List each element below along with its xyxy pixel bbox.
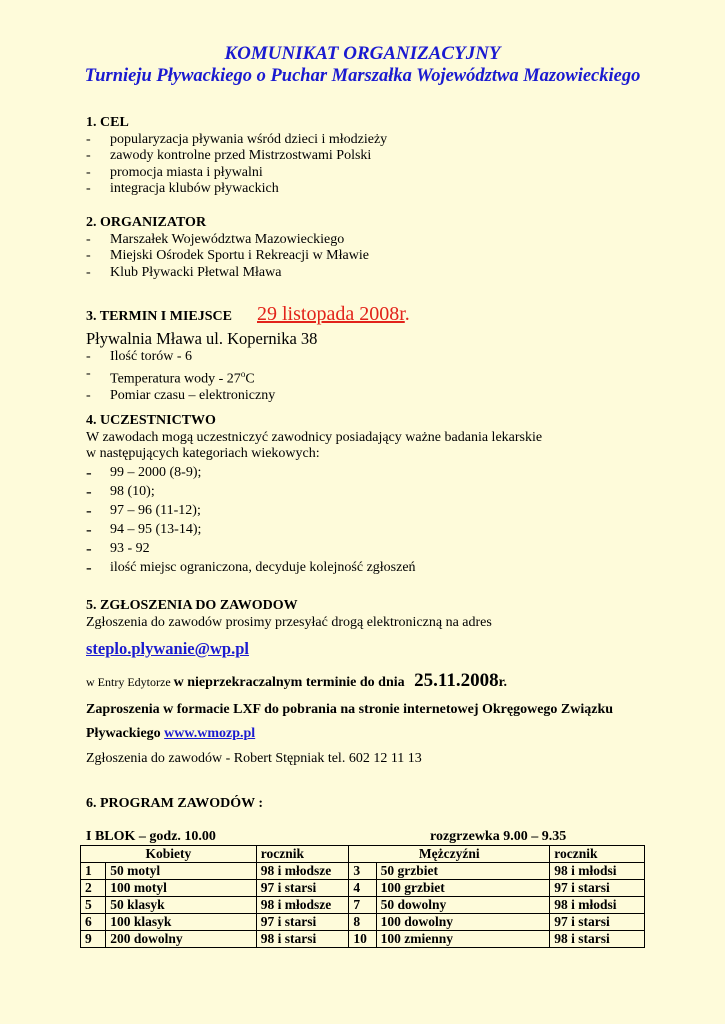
column-header: Kobiety bbox=[81, 846, 257, 863]
list-item: - 97 – 96 (11-12); bbox=[86, 500, 201, 520]
section-uczestnictwo bbox=[86, 413, 542, 577]
list-item: - Temperatura wody - 27$^o$C bbox=[86, 365, 255, 387]
list-item: - integracja klubów pływackich bbox=[86, 181, 279, 196]
list-item: - ilość miejsc ograniczona, decyduje kolejność zgłoszeń bbox=[86, 557, 416, 577]
list-item: - promocja miasta i pływalni bbox=[86, 164, 263, 180]
section-heading: 4. UCZESTNICTWO bbox=[86, 413, 216, 428]
program-block: I BLOK – godz. 10.00 bbox=[86, 829, 216, 844]
table-row: 9 200 dowolny 98 i starsi 10 100 zmienny 98 i starsi bbox=[81, 931, 645, 948]
table-header-row bbox=[81, 846, 645, 863]
section-heading: 3. TERMIN I MIEJSCE bbox=[86, 309, 232, 324]
section-organizator bbox=[86, 215, 369, 281]
list-item: - Pomiar czasu – elektroniczny bbox=[86, 387, 276, 403]
section-heading: 2. ORGANIZATOR bbox=[86, 215, 207, 230]
section-heading: 6. PROGRAM ZAWODÓW : bbox=[86, 796, 264, 811]
list-item: - zawody kontrolne przed Mistrzostwami Polski bbox=[86, 148, 372, 163]
list-item: - 98 (10); bbox=[86, 481, 155, 501]
column-header: rocznik bbox=[550, 846, 645, 863]
paragraph: Zgłoszenia do zawodów prosimy przesyłać drogą elektroniczną na adres bbox=[86, 614, 492, 630]
list-item: - Marszałek Województwa Mazowieckiego bbox=[86, 231, 345, 247]
list-item: - 94 – 95 (13-14); bbox=[86, 519, 202, 539]
event-place: Pływalnia Mława ul. Kopernika 38 bbox=[86, 329, 318, 348]
invite-text: Zaproszenia w formacie LXF do pobrania na stronie internetowej Okręgowego Związku bbox=[86, 701, 614, 717]
event-date: 29 listopada 2008r. bbox=[257, 303, 410, 325]
program-table bbox=[80, 845, 645, 948]
column-header: rocznik bbox=[256, 846, 349, 863]
paragraph: W zawodach mogą uczestniczyć zawodnicy posiadający ważne badania lekarskie bbox=[86, 429, 543, 445]
table-row: 2 100 motyl 97 i starsi 4 100 grzbiet 97 i starsi bbox=[81, 880, 645, 897]
section-zgloszenia bbox=[86, 598, 686, 767]
section-heading: 1. CEL bbox=[86, 115, 129, 130]
paragraph: w następujących kategoriach wiekowych: bbox=[86, 446, 320, 461]
table-row: 5 50 klasyk 98 i młodsze 7 50 dowolny 98 i młodsi bbox=[81, 897, 645, 914]
list-item: - Klub Pływacki Płetwal Mława bbox=[86, 264, 282, 280]
section-cel bbox=[86, 115, 387, 198]
list-item: - 99 – 2000 (8-9); bbox=[86, 462, 202, 482]
website-link[interactable]: www.wmozp.pl bbox=[164, 726, 256, 741]
table-row: 1 50 motyl 98 i młodsze 3 50 grzbiet 98 i młodsi bbox=[81, 863, 645, 880]
section-heading: 5. ZGŁOSZENIA DO ZAWODOW bbox=[86, 598, 298, 613]
list-item: - Miejski Ośrodek Sportu i Rekreacji w Mławie bbox=[86, 248, 369, 263]
list-item: - 93 - 92 bbox=[86, 538, 150, 558]
table-row: 6 100 klasyk 97 i starsi 8 100 dowolny 97 i starsi bbox=[81, 914, 645, 931]
email-link[interactable]: steplo.plywanie@wp.pl bbox=[86, 639, 249, 658]
invite-text-2: Pływackiego www.wmozp.pl bbox=[86, 726, 256, 741]
section-termin bbox=[86, 302, 410, 404]
column-header: Mężczyźni bbox=[349, 846, 550, 863]
entry-deadline: w Entry Edytorze w nieprzekraczalnym terminie do dnia 25.11.2008r. bbox=[86, 669, 508, 691]
contact-line: Zgłoszenia do zawodów - Robert Stępniak tel. 602 12 11 13 bbox=[86, 750, 422, 766]
document-subtitle: Turnieju Pływackiego o Puchar Marszałka Województwa Mazowieckiego bbox=[84, 66, 641, 86]
document-title: KOMUNIKAT ORGANIZACYJNY bbox=[224, 43, 501, 64]
list-item: - popularyzacja pływania wśród dzieci i młodzieży bbox=[86, 131, 388, 147]
program-warmup: rozgrzewka 9.00 – 9.35 bbox=[430, 829, 567, 844]
list-item: - Ilość torów - 6 bbox=[86, 349, 193, 364]
